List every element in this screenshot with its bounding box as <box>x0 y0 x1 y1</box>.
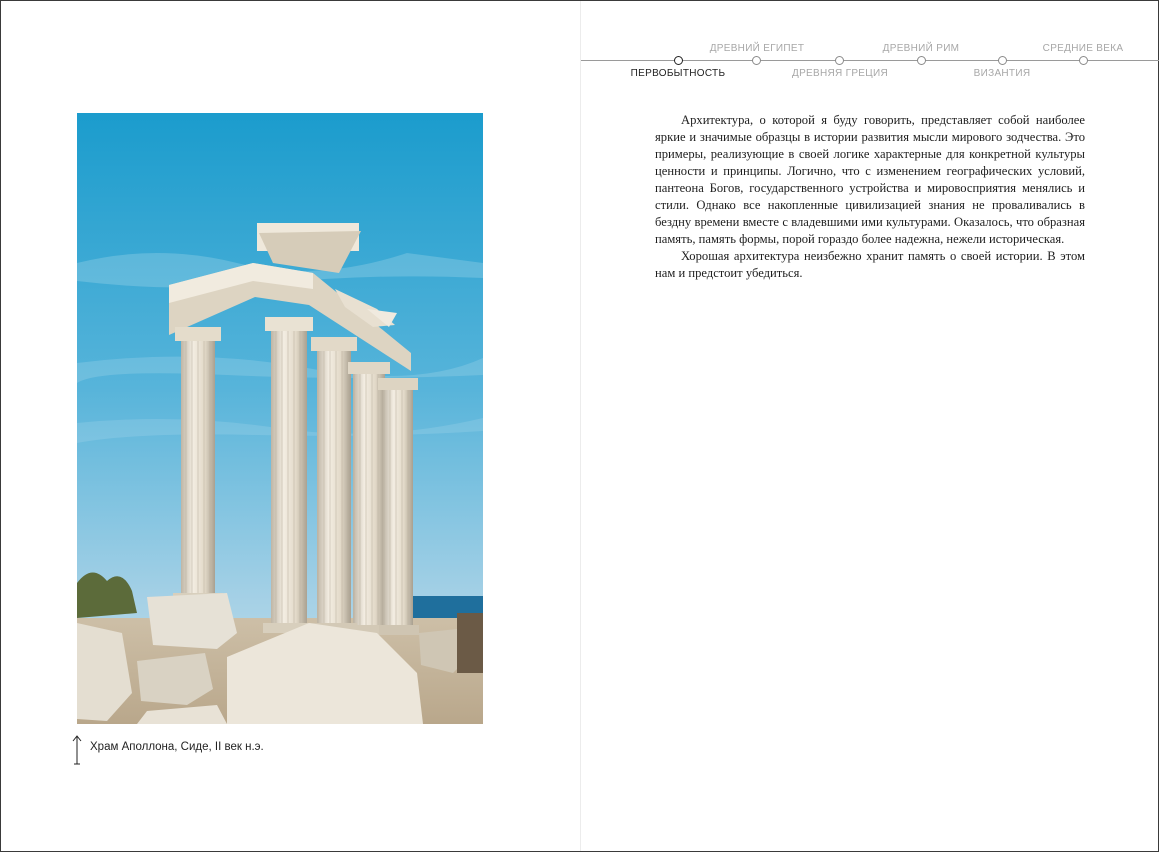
timeline-label-egypt[interactable]: ДРЕВНИЙ ЕГИПЕТ <box>709 43 805 54</box>
timeline-label-rome[interactable]: ДРЕВНИЙ РИМ <box>882 43 960 54</box>
timeline-label-byzantium[interactable]: ВИЗАНТИЯ <box>973 68 1031 79</box>
article-paragraph: Архитектура, о которой я буду говорить, представляет собой наиболее яркие и значимые образцы в истории развития мысли мирового зодчества. Это примеры, реализующие в своей логике характерные для конкретной культуры ценности и принципы. Логично, что с изменением географических условий, пантеона Богов, государственного устройства и мировосприятия менялись и стили. Однако все накопленные цивилизацией знания не проваливались в бездну времени вместе с владевшими ими культурами. Оказалось, что образная память, память формы, порой гораздо более надежна, нежели историческая. <box>655 113 1085 246</box>
timeline-dot-prehistory[interactable] <box>674 56 683 65</box>
article-text <box>655 112 1085 282</box>
timeline-dot-middle-ages[interactable] <box>1079 56 1088 65</box>
timeline-dot-egypt[interactable] <box>752 56 761 65</box>
timeline-label-prehistory[interactable]: ПЕРВОБЫТНОСТЬ <box>630 68 726 79</box>
article-paragraph: Хорошая архитектура неизбежно хранит память о своей истории. В этом нам и предстоит убедиться. <box>655 249 1085 280</box>
up-arrow-icon <box>71 734 83 766</box>
timeline-line <box>581 60 1159 61</box>
timeline-dot-greece[interactable] <box>835 56 844 65</box>
page-gutter <box>580 1 581 851</box>
era-timeline <box>581 37 1159 87</box>
timeline-dot-rome[interactable] <box>917 56 926 65</box>
timeline-label-greece[interactable]: ДРЕВНЯЯ ГРЕЦИЯ <box>792 68 888 79</box>
temple-photo <box>77 113 483 724</box>
timeline-dot-byzantium[interactable] <box>998 56 1007 65</box>
timeline-label-middle-ages[interactable]: СРЕДНИЕ ВЕКА <box>1042 43 1124 54</box>
figure-caption <box>71 734 371 766</box>
caption-text: Храм Аполлона, Сиде, II век н.э. <box>90 741 264 753</box>
